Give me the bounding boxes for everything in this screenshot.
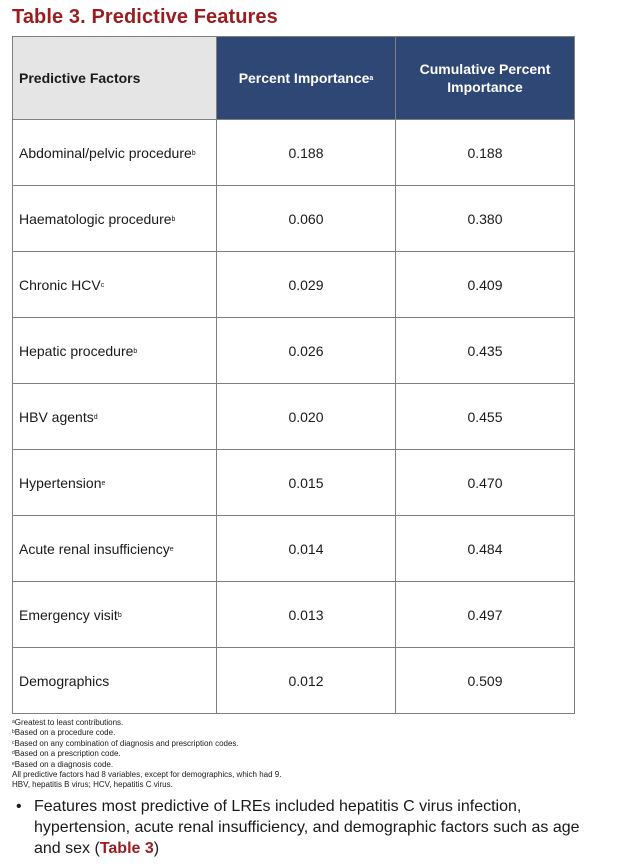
footnote-mark: e xyxy=(12,760,15,767)
table-header-row xyxy=(13,37,575,120)
percent-importance-cell: 0.029 xyxy=(217,252,396,318)
footnote xyxy=(12,770,281,780)
factor-cell xyxy=(13,252,217,318)
percent-importance-cell: 0.060 xyxy=(217,186,396,252)
factor-label: Abdominal/pelvic procedure xyxy=(19,144,192,161)
footnote xyxy=(12,760,281,770)
table-row xyxy=(13,384,575,450)
percent-importance-cell: 0.026 xyxy=(217,318,396,384)
percent-importance-cell: 0.020 xyxy=(217,384,396,450)
cumulative-importance-cell: 0.455 xyxy=(396,384,575,450)
header-cumulative-percent-importance xyxy=(396,37,575,120)
header-label: Percent Importance xyxy=(238,70,370,86)
factor-label: HBV agents xyxy=(19,408,94,425)
footnote-mark: b xyxy=(117,611,122,619)
table-row xyxy=(13,582,575,648)
footnote xyxy=(12,749,281,759)
percent-importance-cell: 0.012 xyxy=(217,648,396,714)
cumulative-importance-cell: 0.380 xyxy=(396,186,575,252)
factor-label: Acute renal insufficiency xyxy=(19,540,170,557)
table-row xyxy=(13,186,575,252)
bullet-text-block xyxy=(34,796,606,859)
header-label: Predictive Factors xyxy=(19,70,141,86)
cumulative-importance-cell: 0.470 xyxy=(396,450,575,516)
footnote-text: Greatest to least contributions. xyxy=(14,718,124,727)
factor-cell xyxy=(13,318,217,384)
header-footnote-mark: a xyxy=(369,75,374,82)
percent-importance-cell: 0.014 xyxy=(217,516,396,582)
table-row xyxy=(13,516,575,582)
footnote-text: Based on a procedure code. xyxy=(14,728,116,738)
bullet-icon: • xyxy=(16,798,22,815)
footnote-mark: e xyxy=(169,545,174,553)
footnote-text: Based on any combination of diagnosis and prescription codes. xyxy=(14,738,239,748)
footnote xyxy=(12,728,281,738)
footnote-mark: b xyxy=(171,215,176,223)
footnote-mark: c xyxy=(12,739,15,746)
header-predictive-factors xyxy=(13,37,217,120)
table-row xyxy=(13,648,575,714)
footnote-mark: c xyxy=(100,281,105,289)
factor-cell xyxy=(13,582,217,648)
footnote-mark: b xyxy=(133,347,138,355)
footnote-text: Based on a diagnosis code. xyxy=(14,759,114,769)
table-row xyxy=(13,252,575,318)
predictive-features-table xyxy=(12,36,575,714)
factor-cell xyxy=(13,384,217,450)
footnote-mark: b xyxy=(12,729,15,736)
footnote-mark: b xyxy=(191,149,196,157)
factor-label: Demographics xyxy=(19,672,110,689)
summary-bullet xyxy=(16,796,606,859)
footnote-text: All predictive factors had 8 variables, except for demographics, which had 9. xyxy=(12,770,282,780)
factor-cell xyxy=(13,450,217,516)
percent-importance-cell: 0.013 xyxy=(217,582,396,648)
cumulative-importance-cell: 0.188 xyxy=(396,120,575,186)
table-title: Table 3. Predictive Features xyxy=(12,6,278,28)
table-row xyxy=(13,450,575,516)
cumulative-importance-cell: 0.435 xyxy=(396,318,575,384)
factor-label: Emergency visit xyxy=(19,606,118,623)
cumulative-importance-cell: 0.509 xyxy=(396,648,575,714)
footnote-mark: d xyxy=(93,413,98,421)
percent-importance-cell: 0.188 xyxy=(217,120,396,186)
factor-cell xyxy=(13,120,217,186)
table-footnotes xyxy=(12,718,281,791)
factor-cell xyxy=(13,516,217,582)
footnote xyxy=(12,739,281,749)
table-row xyxy=(13,120,575,186)
footnote-text: Based on a prescription code. xyxy=(14,749,121,759)
table-row xyxy=(13,318,575,384)
cumulative-importance-cell: 0.484 xyxy=(396,516,575,582)
factor-cell xyxy=(13,186,217,252)
bullet-text: Features most predictive of LREs included hepatitis C virus infection, hypertension, acute renal insufficiency, and demographic factors such as age and sex ( xyxy=(34,798,580,857)
footnote-mark: e xyxy=(101,479,106,487)
bullet-text-tail: ) xyxy=(153,840,160,857)
cumulative-importance-cell: 0.497 xyxy=(396,582,575,648)
factor-label: Hepatic procedure xyxy=(19,342,134,359)
footnote xyxy=(12,718,281,728)
cumulative-importance-cell: 0.409 xyxy=(396,252,575,318)
footnote-mark: d xyxy=(12,750,15,757)
footnote-mark: a xyxy=(12,719,15,725)
percent-importance-cell: 0.015 xyxy=(217,450,396,516)
factor-label: Haematologic procedure xyxy=(19,210,172,227)
header-percent-importance xyxy=(217,37,396,120)
table-reference: Table 3 xyxy=(99,840,154,857)
footnote-text: HBV, hepatitis B virus; HCV, hepatitis C virus. xyxy=(12,780,173,790)
header-label: Cumulative Percent Importance xyxy=(419,61,551,95)
factor-label: Chronic HCV xyxy=(19,276,101,293)
factor-cell xyxy=(13,648,217,714)
factor-label: Hypertension xyxy=(19,474,102,491)
footnote xyxy=(12,780,281,790)
